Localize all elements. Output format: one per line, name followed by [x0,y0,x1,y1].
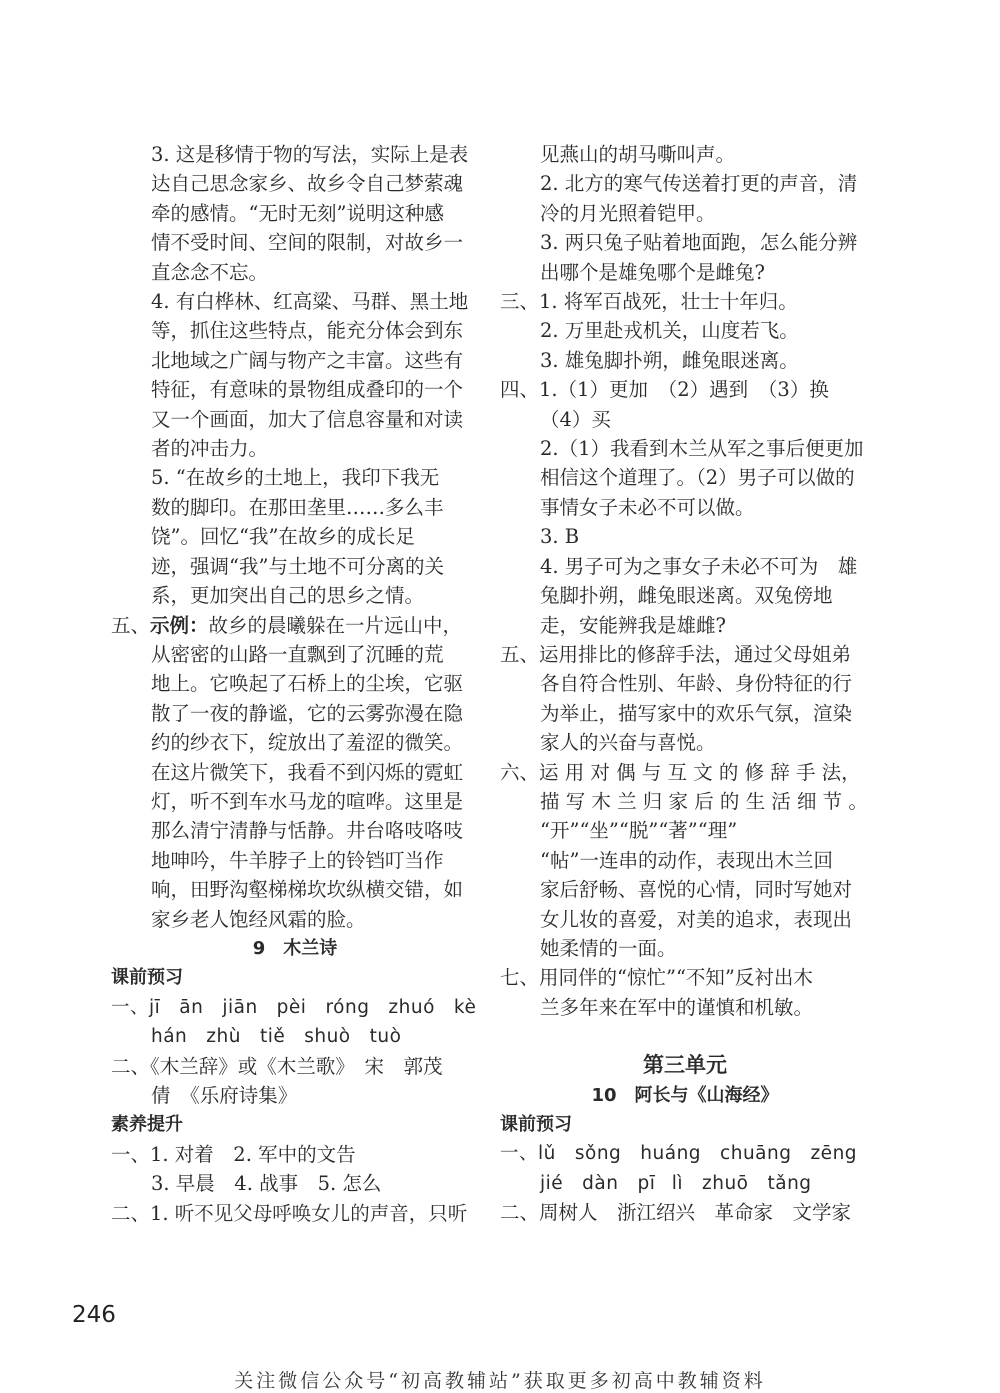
preview-heading: 课前预习 [111,967,183,989]
answer-line: 4. 男子可为之事女子未必不可为 雄 [540,554,858,578]
answer-line: 三、1. 将军百战死，壮士十年归。 [500,290,798,314]
pinyin-line: hán zhù tiě shuò tuò [151,1026,402,1048]
answer-line [111,611,479,640]
answer-line: “帖”一连串的动作，表现出木兰回 [540,848,833,872]
answer-line: 事情女子未必不可以做。 [540,495,755,519]
answer-line: 出哪个是雄兔哪个是雌兔? [540,260,765,284]
answer-line: 描 写 木 兰 归 家 后 的 生 活 细 节 。 [540,789,868,813]
answer-line: 二、《木兰辞》或《木兰歌》 宋 郭茂 [111,1054,443,1078]
answer-line: 响，田野沟壑梯梯坎坎纵横交错，如 [151,878,464,902]
answer-line: （4）买 [540,407,611,431]
footer-notice: 关注微信公众号“初高教辅站”获取更多初高中教辅资料 [234,1370,766,1392]
pinyin-line: jié dàn pī lì zhuō tǎng [540,1172,812,1194]
answer-line: 走，安能辨我是雄雌? [540,613,726,637]
answer-line: 饶”。回忆“我”在故乡的成长足 [151,525,415,549]
answer-line: 从密密的山路一直飘到了沉睡的荒 [151,642,444,666]
answer-line: 3. 雄兔脚扑朔，雌兔眼迷离。 [540,348,799,372]
answer-line: 3. 这是移情于物的写法，实际上是表 [151,143,469,166]
answer-line: 直念念不忘。 [151,260,269,284]
answer-line: 兔脚扑朔，雌兔眼迷离。双兔傍地 [540,584,833,608]
answer-line: “开”“坐”“脱”“著”“理” [540,819,738,843]
answer-line: 五、运用排比的修辞手法，通过父母姐弟 [500,642,852,666]
answer-line: 家乡老人饱经风霜的脸。 [151,907,366,931]
answer-line: 倩 《乐府诗集》 [151,1084,298,1107]
answer-line: 3. 早晨 4. 战事 5. 怎么 [151,1172,382,1196]
answer-line: 特征，有意味的景物组成叠印的一个 [151,378,464,402]
answer-line: 一、1. 对着 2. 军中的文告 [111,1142,356,1166]
answer-line: 2.（1）我看到木兰从军之事后便更加 [540,437,864,461]
spacer [500,1022,870,1051]
answer-line: 家后舒畅、喜悦的心情，同时写她对 [540,878,853,902]
pinyin-line: 一、jī ān jiān pèi róng zhuó kè [111,996,477,1018]
answer-line: 3. B [540,525,580,549]
answer-line: 3. 两只兔子贴着地面跑，怎么能分辨 [540,231,858,255]
answer-line: 为举止，描写家中的欢乐气氛，渲染 [540,701,853,725]
answer-line: 地上。它唤起了石桥上的尘埃，它驱 [151,672,464,696]
preview-heading: 课前预习 [500,1114,572,1135]
answer-line: 系，更加突出自己的思乡之情。 [151,584,425,608]
answer-line: 各自符合性别、年龄、身份特征的行 [540,672,853,696]
pinyin-line: 一、lǔ sǒng huáng chuāng zēng [500,1143,858,1165]
answer-line: 达自己思念家乡、故乡令自己梦萦魂 [151,172,464,196]
answer-line: 2. 北方的寒气传送着打更的声音，清 [540,172,858,196]
improve-heading: 素养提升 [111,1114,183,1136]
answer-text: 故乡的晨曦躲在一片远山中， [208,613,463,637]
answer-line: 者的冲击力。 [151,437,269,461]
answer-line: 2. 万里赴戎机关，山度若飞。 [540,319,799,343]
answer-line: 二、周树人 浙江绍兴 革命家 文学家 [500,1201,852,1225]
answer-line: 她柔情的一面。 [540,936,677,960]
answer-line: 5. “在故乡的土地上，我印下我无 [151,466,440,490]
page-number: 246 [72,1302,116,1328]
answer-line: 数的脚印。在那田垄里……多么丰 [151,495,444,519]
answer-line: 那么清宁清静与恬静。井台咯吱咯吱 [151,819,464,843]
unit-title: 第三单元 [643,1053,727,1078]
answer-line: 见燕山的胡马嘶叫声。 [540,143,736,166]
item-number: 五、 [111,613,151,637]
answer-line: 冷的月光照着铠甲。 [540,201,716,225]
answer-line: 灯，听不到车水马龙的喧哗。这里是 [151,789,464,813]
answer-line: 4. 有白桦林、红高粱、马群、黑土地 [151,290,469,314]
answer-line: 情不受时间、空间的限制，对故乡一 [151,231,464,255]
answer-line: 六、运 用 对 偶 与 互 文 的 修 辞 手 法， [500,760,861,784]
section-title: 9 木兰诗 [252,937,338,959]
answer-line: 女儿妆的喜爱，对美的追求，表现出 [540,907,853,931]
answer-line: 又一个画面，加大了信息容量和对读 [151,407,464,431]
answer-line: 七、用同伴的“惊忙”“不知”反衬出木 [500,966,813,990]
answer-line: 相信这个道理了。（2）男子可以做的 [540,466,855,490]
answer-line: 散了一夜的静谧，它的云雾弥漫在隐 [151,701,464,725]
answer-line: 地呻吟，牛羊脖子上的铃铛叮当作 [151,848,444,872]
answer-line: 约的纱衣下，绽放出了羞涩的微笑。 [151,731,464,755]
answer-line: 兰多年来在军中的谨慎和机敏。 [540,995,814,1019]
answer-line: 迹，强调“我”与土地不可分离的关 [151,554,444,578]
answer-line: 在这片微笑下，我看不到闪烁的霓虹 [151,760,464,784]
answer-line: 二、1. 听不见父母呼唤女儿的声音，只听 [111,1201,468,1225]
example-label: 示例： [150,613,209,637]
answer-line: 北地域之广阔与物产之丰富。这些有 [151,348,464,372]
answer-line: 等，抓住这些特点，能充分体会到东 [151,319,464,343]
section-title: 10 阿长与《山海经》 [591,1084,779,1106]
left-column [111,140,479,1228]
right-column [500,140,870,1228]
answer-line: 牵的感情。“无时无刻”说明这种感 [151,201,444,225]
answer-line: 家人的兴奋与喜悦。 [540,731,716,755]
answer-line: 四、1.（1）更加 （2）遇到 （3）换 [500,378,829,402]
